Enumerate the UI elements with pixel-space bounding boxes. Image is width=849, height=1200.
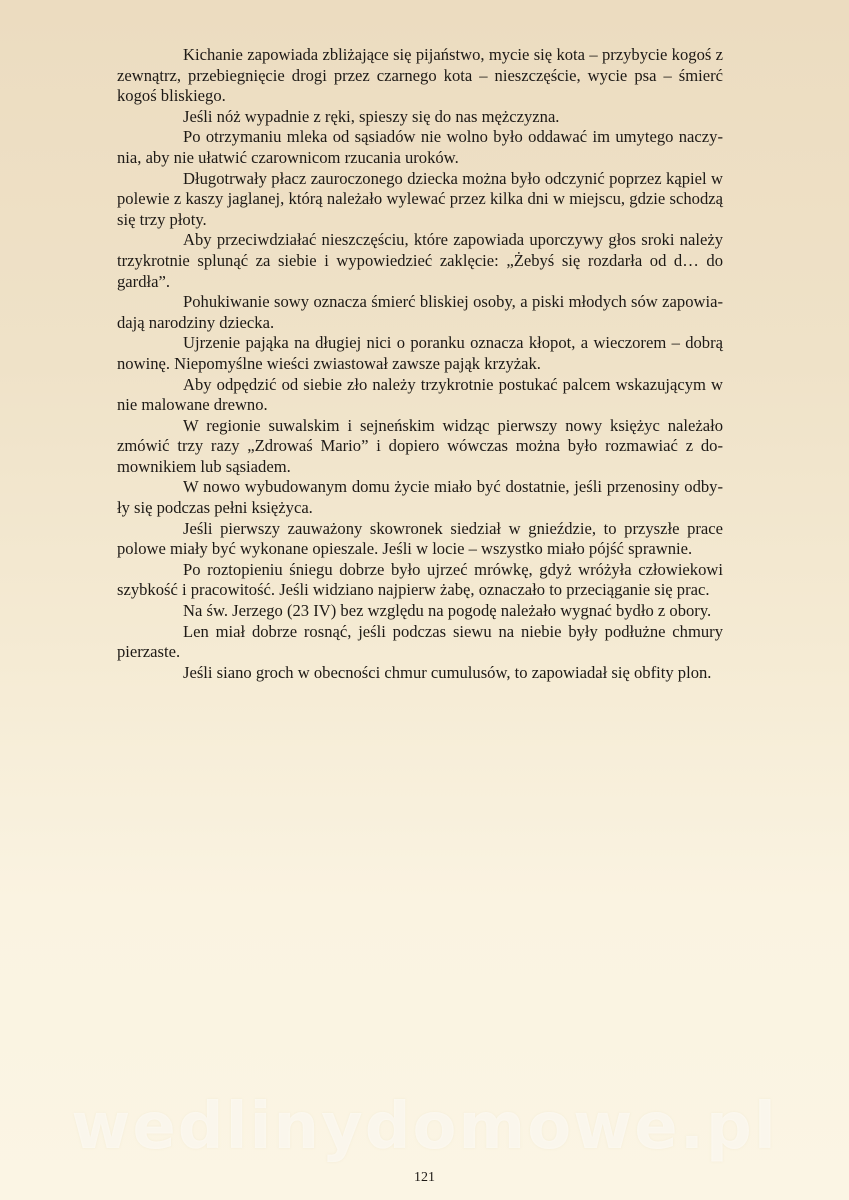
paragraph: Ujrzenie pająka na długiej nici o poranku oznacza kłopot, a wieczorem – dobrą nowinę. Niepomyślne wieści zwiastował zawsze pająk krzyżak. bbox=[117, 333, 723, 373]
paragraph: Aby przeciwdziałać nieszczęściu, które zapowiada uporczywy głos sroki należy trzykrotnie splunąć za siebie i wypowiedzieć zaklęcie: „Żebyś się rozdarła od d… do gardła”. bbox=[117, 230, 723, 291]
paragraph: W regionie suwalskim i sejneńskim widząc pierwszy nowy księżyc należało zmówić trzy razy „Zdrowaś Mario” i dopiero wówczas można było rozmawiać z domownikiem lub sąsiadem. bbox=[117, 415, 723, 476]
paragraph: Jeśli nóż wypadnie z ręki, spieszy się do nas mężczyzna. bbox=[183, 106, 560, 126]
paragraph: Aby odpędzić od siebie zło należy trzykrotnie postukać palcem wskazującym w nie malowane drewno. bbox=[117, 374, 723, 415]
watermark: wedlinydomowe.pl bbox=[71, 1090, 778, 1164]
body-text bbox=[117, 45, 723, 683]
paragraph: Jeśli siano groch w obecności chmur cumulusów, to zapowiadał się obfity plon. bbox=[183, 662, 712, 682]
paragraph: Kichanie zapowiada zbliżające się pijaństwo, mycie się kota – przybycie kogoś z zewnątrz, przebiegnięcie drogi przez czarnego kota – nieszczęście, wycie psa – śmierć kogoś bliskiego. bbox=[117, 45, 723, 106]
paragraph: Długotrwały płacz zauroczonego dziecka można było odczynić poprzez kąpiel w polewie z kaszy jaglanej, którą należało wylewać przez kilka dni w miejscu, gdzie schodzą się trzy płoty. bbox=[117, 168, 723, 229]
paragraph: Jeśli pierwszy zauważony skowronek siedział w gnieździe, to przyszłe prace polowe miały być wykonane opieszale. Jeśli w locie – wszystko miało pójść sprawnie. bbox=[117, 518, 723, 559]
paragraph: Na św. Jerzego (23 IV) bez względu na pogodę należało wygnać bydło z obory. bbox=[183, 601, 712, 621]
paragraph: Len miał dobrze rosnąć, jeśli podczas siewu na niebie były podłużne chmury pierzaste. bbox=[117, 621, 723, 662]
paragraph: Po otrzymaniu mleka od sąsiadów nie wolno było oddawać im umytego naczynia, aby nie ułatwić czarownicom rzucania uroków. bbox=[117, 127, 723, 167]
page-number: 121 bbox=[414, 1170, 435, 1185]
paragraph: Pohukiwanie sowy oznacza śmierć bliskiej osoby, a piski młodych sów zapowiadają narodziny dziecka. bbox=[117, 292, 723, 332]
paragraph: Po roztopieniu śniegu dobrze było ujrzeć mrówkę, gdyż wróżyła człowiekowi szybkość i pracowitość. Jeśli widziano najpierw żabę, oznaczało to przeciąganie się prac. bbox=[117, 559, 723, 600]
paragraph: W nowo wybudowanym domu życie miało być dostatnie, jeśli przenosiny odbyły się podczas pełni księżyca. bbox=[117, 477, 723, 518]
